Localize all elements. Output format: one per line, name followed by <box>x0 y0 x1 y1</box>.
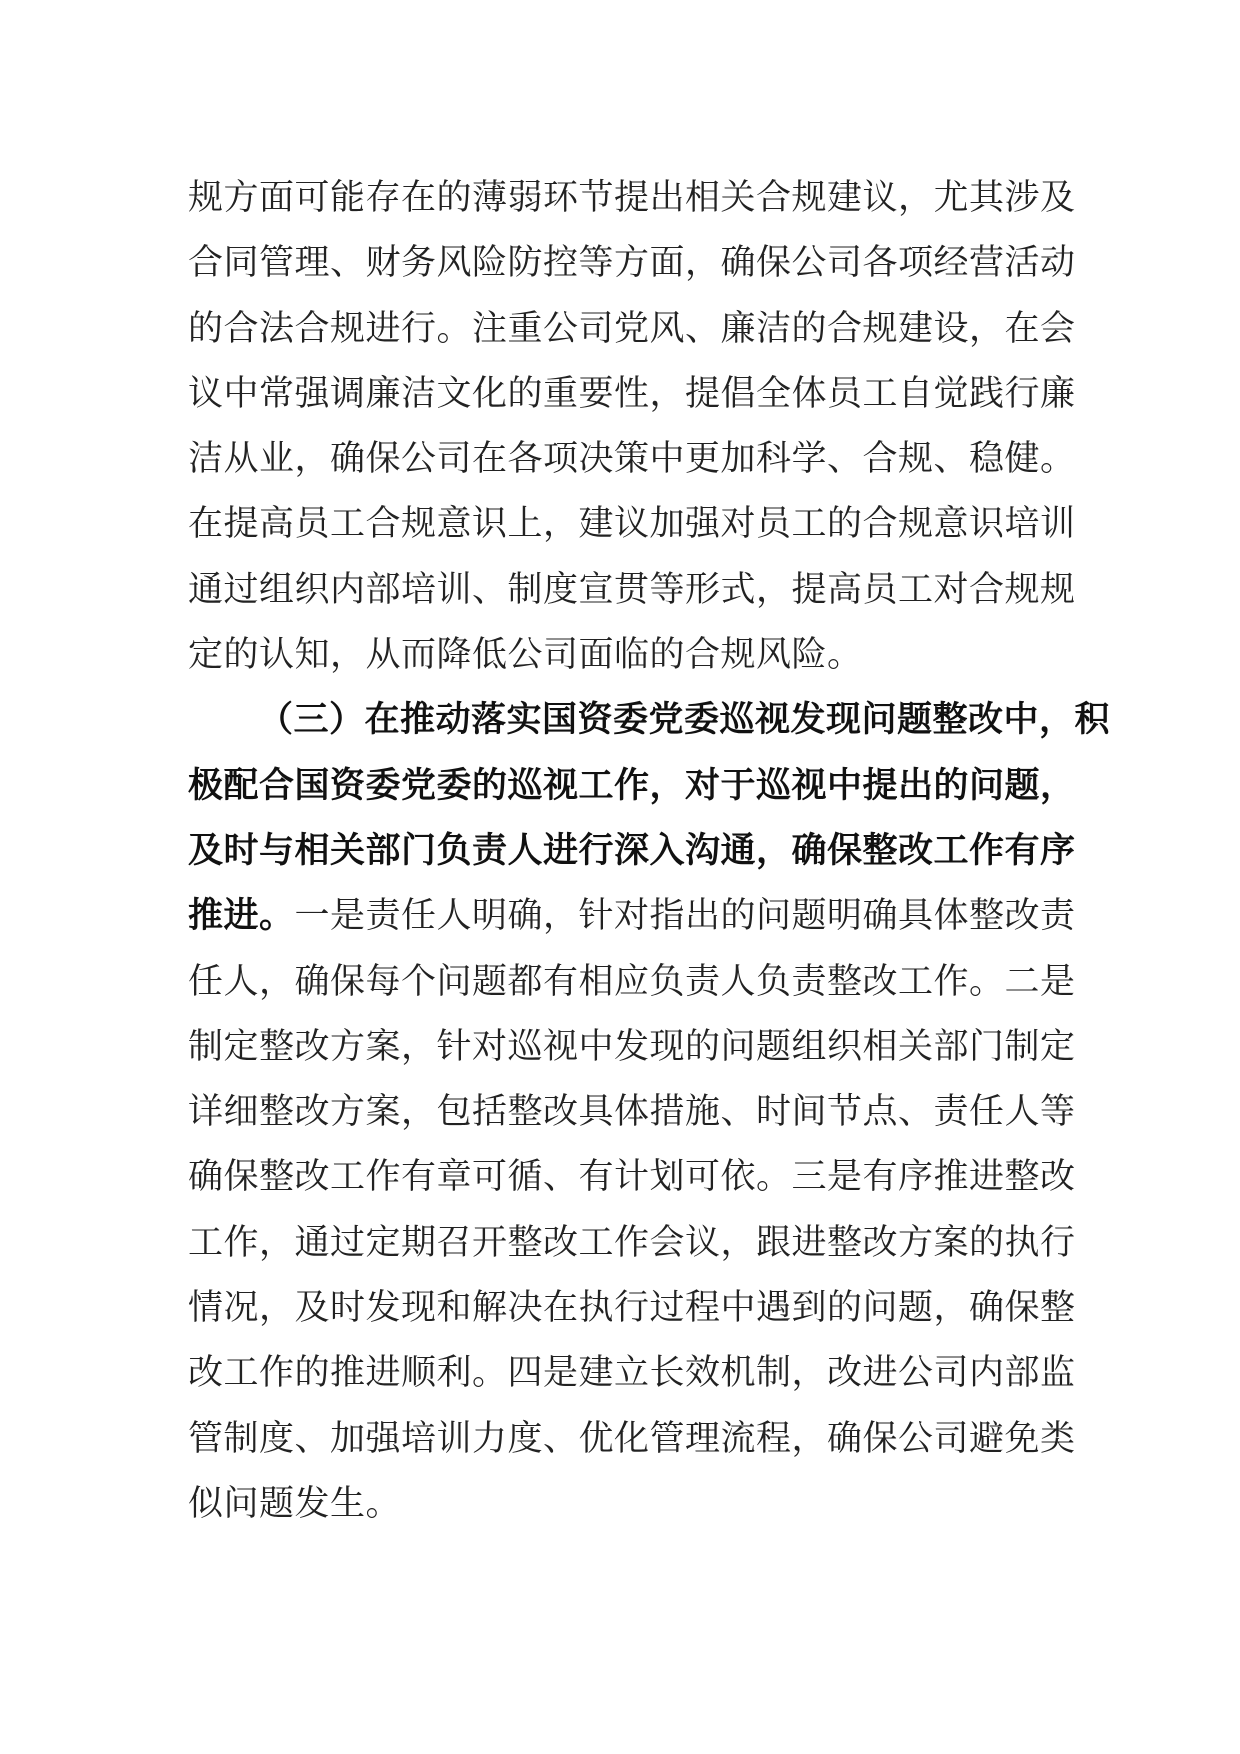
paragraph-compliance <box>188 166 1076 688</box>
text-line: 规方面可能存在的薄弱环节提出相关合规建议，尤其涉及 <box>188 178 1076 218</box>
text-line: 似问题发生。 <box>188 1483 402 1524</box>
text-line: 工作，通过定期召开整改工作会议，跟进整改方案的执行 <box>188 1222 1076 1263</box>
text-line: 合同管理、财务风险防控等方面，确保公司各项经营活动 <box>188 243 1076 284</box>
text-line: 通过组织内部培训、制度宣贯等形式，提高员工对合规规 <box>188 569 1076 610</box>
text-line: 管制度、加强培训力度、优化管理流程，确保公司避免类 <box>188 1418 1076 1459</box>
document-body <box>188 166 1111 1537</box>
text-line: 在提高员工合规意识上，建议加强对员工的合规意识培训 <box>188 504 1076 545</box>
text-line: 确保整改工作有章可循、有计划可依。三是有序推进整改 <box>188 1157 1076 1198</box>
text-line: 详细整改方案，包括整改具体措施、时间节点、责任人等 <box>188 1092 1076 1133</box>
text-line: 定的认知，从而降低公司面临的合规风险。 <box>188 635 863 676</box>
paragraph-rectification <box>188 688 1111 1537</box>
section-heading-line: （三）在推动落实国资委党委巡视发现问题整改中，积 <box>258 700 1111 741</box>
text-line: 洁从业，确保公司在各项决策中更加科学、合规、稳健。 <box>188 439 1076 480</box>
mixed-text-line <box>188 884 1076 949</box>
text-line: 情况，及时发现和解决在执行过程中遇到的问题，确保整 <box>188 1288 1076 1329</box>
text-line: 制定整改方案，针对巡视中发现的问题组织相关部门制定 <box>188 1026 1076 1067</box>
text-line: 任人，确保每个问题都有相应负责人负责整改工作。二是 <box>188 961 1076 1002</box>
section-heading-line: 极配合国资委党委的巡视工作，对于巡视中提出的问题， <box>188 765 1076 806</box>
section-heading-line: 及时与相关部门负责人进行深入沟通，确保整改工作有序 <box>188 830 1076 871</box>
text-line: 的合法合规进行。注重公司党风、廉洁的合规建设，在会 <box>188 308 1076 349</box>
section-heading-end: 推进。 <box>188 896 295 937</box>
text-line: 议中常强调廉洁文化的重要性，提倡全体员工自觉践行廉 <box>188 373 1076 414</box>
text-fragment: 一是责任人明确，针对指出的问题明确具体整改责 <box>294 896 1076 937</box>
text-line: 改工作的推进顺利。四是建立长效机制，改进公司内部监 <box>188 1353 1076 1394</box>
